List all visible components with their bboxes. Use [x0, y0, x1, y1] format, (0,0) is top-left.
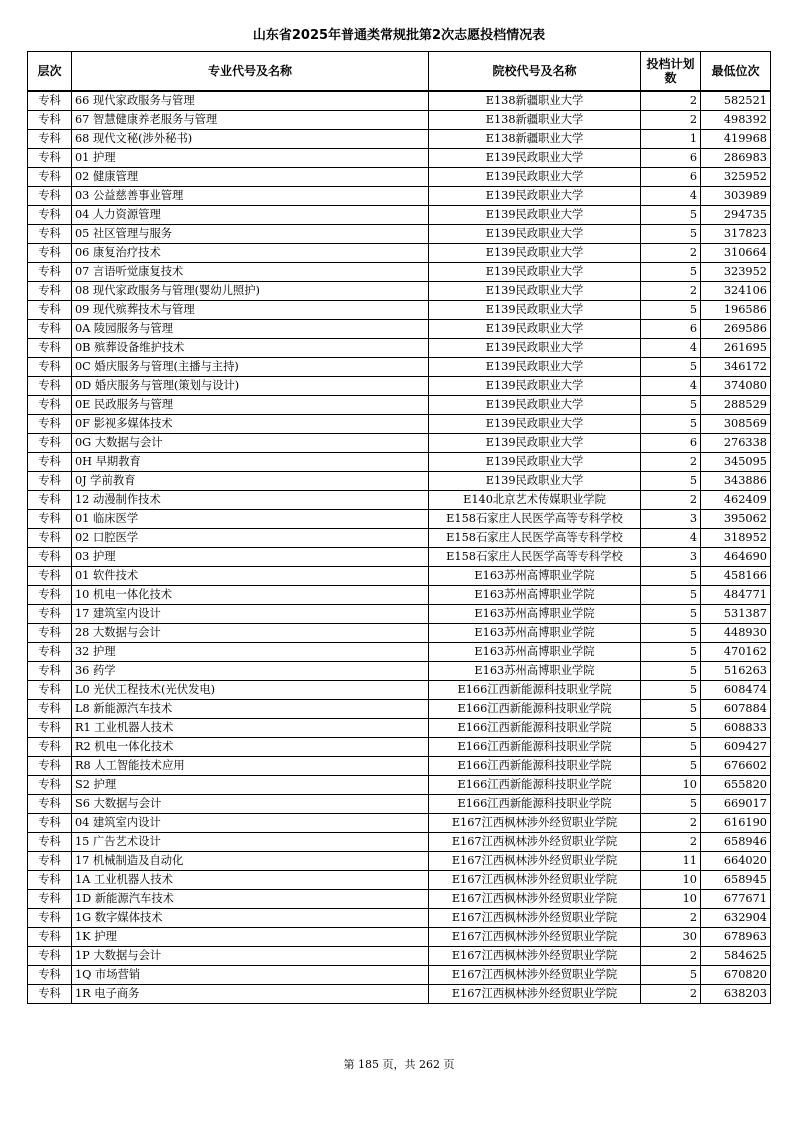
cell-plan: 1 — [641, 130, 701, 149]
cell-major: 01 护理 — [72, 149, 429, 168]
cell-school: E158石家庄人民医学高等专科学校 — [429, 548, 641, 567]
cell-school: E163苏州高博职业学院 — [429, 567, 641, 586]
cell-rank: 345095 — [701, 453, 771, 472]
cell-level: 专科 — [28, 282, 72, 301]
cell-major: 07 言语听觉康复技术 — [72, 263, 429, 282]
cell-major: 05 社区管理与服务 — [72, 225, 429, 244]
cell-level: 专科 — [28, 491, 72, 510]
cell-rank: 310664 — [701, 244, 771, 263]
cell-major: 01 临床医学 — [72, 510, 429, 529]
cell-plan: 5 — [641, 567, 701, 586]
cell-rank: 584625 — [701, 947, 771, 966]
cell-school: E139民政职业大学 — [429, 263, 641, 282]
cell-plan: 2 — [641, 111, 701, 130]
cell-rank: 664020 — [701, 852, 771, 871]
cell-rank: 294735 — [701, 206, 771, 225]
table-row — [28, 282, 771, 301]
cell-rank: 608474 — [701, 681, 771, 700]
cell-school: E139民政职业大学 — [429, 358, 641, 377]
table-row — [28, 757, 771, 776]
cell-rank: 286983 — [701, 149, 771, 168]
table-row — [28, 339, 771, 358]
cell-major: 01 软件技术 — [72, 567, 429, 586]
cell-plan: 4 — [641, 529, 701, 548]
cell-level: 专科 — [28, 757, 72, 776]
cell-major: 0F 影视多媒体技术 — [72, 415, 429, 434]
cell-school: E167江西枫林涉外经贸职业学院 — [429, 928, 641, 947]
cell-school: E138新疆职业大学 — [429, 91, 641, 111]
cell-level: 专科 — [28, 301, 72, 320]
cell-rank: 607884 — [701, 700, 771, 719]
cell-level: 专科 — [28, 681, 72, 700]
cell-level: 专科 — [28, 149, 72, 168]
cell-major: 0G 大数据与会计 — [72, 434, 429, 453]
table-row — [28, 187, 771, 206]
cell-rank: 325952 — [701, 168, 771, 187]
cell-plan: 3 — [641, 548, 701, 567]
cell-major: 04 建筑室内设计 — [72, 814, 429, 833]
cell-major: S2 护理 — [72, 776, 429, 795]
cell-major: 1G 数字媒体技术 — [72, 909, 429, 928]
table-row — [28, 928, 771, 947]
table-row — [28, 434, 771, 453]
cell-school: E158石家庄人民医学高等专科学校 — [429, 529, 641, 548]
cell-level: 专科 — [28, 510, 72, 529]
cell-plan: 2 — [641, 282, 701, 301]
cell-major: 36 药学 — [72, 662, 429, 681]
table-row — [28, 643, 771, 662]
table-row — [28, 871, 771, 890]
cell-plan: 6 — [641, 168, 701, 187]
table-row — [28, 301, 771, 320]
cell-plan: 5 — [641, 681, 701, 700]
cell-level: 专科 — [28, 643, 72, 662]
cell-school: E167江西枫林涉外经贸职业学院 — [429, 966, 641, 985]
table-row — [28, 206, 771, 225]
cell-major: 12 动漫制作技术 — [72, 491, 429, 510]
cell-school: E163苏州高博职业学院 — [429, 624, 641, 643]
cell-major: 04 人力资源管理 — [72, 206, 429, 225]
table-row — [28, 700, 771, 719]
cell-plan: 5 — [641, 225, 701, 244]
table-row — [28, 890, 771, 909]
cell-plan: 10 — [641, 871, 701, 890]
cell-plan: 5 — [641, 263, 701, 282]
cell-rank: 658946 — [701, 833, 771, 852]
cell-rank: 616190 — [701, 814, 771, 833]
cell-rank: 632904 — [701, 909, 771, 928]
table-row — [28, 776, 771, 795]
cell-major: 28 大数据与会计 — [72, 624, 429, 643]
cell-major: 0A 陵园服务与管理 — [72, 320, 429, 339]
cell-level: 专科 — [28, 928, 72, 947]
cell-major: 66 现代家政服务与管理 — [72, 91, 429, 111]
cell-level: 专科 — [28, 206, 72, 225]
table-row — [28, 453, 771, 472]
cell-plan: 5 — [641, 966, 701, 985]
cell-major: 1A 工业机器人技术 — [72, 871, 429, 890]
cell-rank: 323952 — [701, 263, 771, 282]
table-row — [28, 548, 771, 567]
table-row — [28, 966, 771, 985]
cell-level: 专科 — [28, 187, 72, 206]
cell-school: E139民政职业大学 — [429, 453, 641, 472]
cell-rank: 608833 — [701, 719, 771, 738]
cell-rank: 324106 — [701, 282, 771, 301]
table-row — [28, 320, 771, 339]
cell-rank: 374080 — [701, 377, 771, 396]
cell-school: E139民政职业大学 — [429, 339, 641, 358]
cell-plan: 6 — [641, 149, 701, 168]
cell-major: 1Q 市场营销 — [72, 966, 429, 985]
cell-major: 68 现代文秘(涉外秘书) — [72, 130, 429, 149]
cell-school: E138新疆职业大学 — [429, 111, 641, 130]
cell-plan: 5 — [641, 472, 701, 491]
cell-level: 专科 — [28, 453, 72, 472]
cell-major: 02 健康管理 — [72, 168, 429, 187]
table-row — [28, 947, 771, 966]
cell-rank: 261695 — [701, 339, 771, 358]
cell-rank: 317823 — [701, 225, 771, 244]
cell-school: E166江西新能源科技职业学院 — [429, 719, 641, 738]
cell-plan: 4 — [641, 377, 701, 396]
cell-school: E166江西新能源科技职业学院 — [429, 738, 641, 757]
cell-level: 专科 — [28, 738, 72, 757]
cell-level: 专科 — [28, 985, 72, 1004]
cell-level: 专科 — [28, 434, 72, 453]
cell-level: 专科 — [28, 852, 72, 871]
admission-table — [27, 51, 771, 1004]
cell-level: 专科 — [28, 814, 72, 833]
cell-plan: 5 — [641, 415, 701, 434]
cell-major: 09 现代殡葬技术与管理 — [72, 301, 429, 320]
cell-plan: 2 — [641, 985, 701, 1004]
table-row — [28, 91, 771, 111]
cell-plan: 6 — [641, 320, 701, 339]
cell-school: E166江西新能源科技职业学院 — [429, 795, 641, 814]
cell-major: 1D 新能源汽车技术 — [72, 890, 429, 909]
cell-rank: 462409 — [701, 491, 771, 510]
cell-level: 专科 — [28, 776, 72, 795]
cell-rank: 288529 — [701, 396, 771, 415]
cell-school: E140北京艺术传媒职业学院 — [429, 491, 641, 510]
cell-major: 0B 殡葬设备维护技术 — [72, 339, 429, 358]
cell-rank: 498392 — [701, 111, 771, 130]
cell-major: 02 口腔医学 — [72, 529, 429, 548]
cell-level: 专科 — [28, 168, 72, 187]
cell-school: E139民政职业大学 — [429, 301, 641, 320]
cell-rank: 318952 — [701, 529, 771, 548]
cell-level: 专科 — [28, 244, 72, 263]
cell-school: E139民政职业大学 — [429, 434, 641, 453]
cell-level: 专科 — [28, 91, 72, 111]
table-row — [28, 605, 771, 624]
cell-school: E166江西新能源科技职业学院 — [429, 776, 641, 795]
cell-school: E139民政职业大学 — [429, 472, 641, 491]
cell-plan: 5 — [641, 700, 701, 719]
cell-plan: 5 — [641, 643, 701, 662]
cell-rank: 196586 — [701, 301, 771, 320]
cell-school: E167江西枫林涉外经贸职业学院 — [429, 985, 641, 1004]
cell-school: E138新疆职业大学 — [429, 130, 641, 149]
cell-major: 1P 大数据与会计 — [72, 947, 429, 966]
cell-plan: 5 — [641, 301, 701, 320]
cell-level: 专科 — [28, 263, 72, 282]
cell-major: R2 机电一体化技术 — [72, 738, 429, 757]
cell-school: E139民政职业大学 — [429, 282, 641, 301]
cell-level: 专科 — [28, 529, 72, 548]
table-row — [28, 681, 771, 700]
cell-plan: 5 — [641, 738, 701, 757]
cell-level: 专科 — [28, 833, 72, 852]
cell-level: 专科 — [28, 567, 72, 586]
cell-rank: 531387 — [701, 605, 771, 624]
table-row — [28, 795, 771, 814]
cell-major: 67 智慧健康养老服务与管理 — [72, 111, 429, 130]
cell-level: 专科 — [28, 472, 72, 491]
cell-rank: 677671 — [701, 890, 771, 909]
table-row — [28, 510, 771, 529]
cell-school: E166江西新能源科技职业学院 — [429, 681, 641, 700]
cell-rank: 484771 — [701, 586, 771, 605]
table-row — [28, 111, 771, 130]
cell-plan: 10 — [641, 776, 701, 795]
header-school: 院校代号及名称 — [429, 52, 641, 92]
cell-plan: 5 — [641, 206, 701, 225]
cell-school: E167江西枫林涉外经贸职业学院 — [429, 947, 641, 966]
header-level: 层次 — [28, 52, 72, 92]
cell-school: E166江西新能源科技职业学院 — [429, 757, 641, 776]
cell-major: 03 公益慈善事业管理 — [72, 187, 429, 206]
cell-rank: 458166 — [701, 567, 771, 586]
cell-major: 06 康复治疗技术 — [72, 244, 429, 263]
page-title: 山东省2025年普通类常规批第2次志愿投档情况表 — [252, 28, 546, 43]
cell-level: 专科 — [28, 624, 72, 643]
table-header-row — [28, 52, 771, 92]
table-row — [28, 624, 771, 643]
cell-rank: 448930 — [701, 624, 771, 643]
cell-rank: 655820 — [701, 776, 771, 795]
cell-plan: 5 — [641, 358, 701, 377]
cell-school: E167江西枫林涉外经贸职业学院 — [429, 871, 641, 890]
cell-plan: 5 — [641, 396, 701, 415]
cell-plan: 5 — [641, 757, 701, 776]
cell-level: 专科 — [28, 415, 72, 434]
cell-plan: 4 — [641, 339, 701, 358]
cell-level: 专科 — [28, 111, 72, 130]
cell-major: 10 机电一体化技术 — [72, 586, 429, 605]
cell-level: 专科 — [28, 909, 72, 928]
cell-major: 17 建筑室内设计 — [72, 605, 429, 624]
table-row — [28, 833, 771, 852]
cell-level: 专科 — [28, 377, 72, 396]
cell-school: E139民政职业大学 — [429, 377, 641, 396]
cell-rank: 303989 — [701, 187, 771, 206]
cell-rank: 419968 — [701, 130, 771, 149]
cell-level: 专科 — [28, 871, 72, 890]
table-row — [28, 130, 771, 149]
header-plan: 投档计划数 — [641, 52, 701, 92]
cell-level: 专科 — [28, 130, 72, 149]
cell-school: E163苏州高博职业学院 — [429, 586, 641, 605]
cell-plan: 2 — [641, 491, 701, 510]
table-row — [28, 263, 771, 282]
cell-major: 0J 学前教育 — [72, 472, 429, 491]
cell-level: 专科 — [28, 586, 72, 605]
cell-school: E139民政职业大学 — [429, 187, 641, 206]
cell-rank: 269586 — [701, 320, 771, 339]
cell-plan: 2 — [641, 909, 701, 928]
cell-school: E166江西新能源科技职业学院 — [429, 700, 641, 719]
cell-major: 15 广告艺术设计 — [72, 833, 429, 852]
cell-plan: 30 — [641, 928, 701, 947]
cell-rank: 670820 — [701, 966, 771, 985]
cell-rank: 609427 — [701, 738, 771, 757]
cell-school: E167江西枫林涉外经贸职业学院 — [429, 890, 641, 909]
table-row — [28, 149, 771, 168]
cell-major: 08 现代家政服务与管理(婴幼儿照护) — [72, 282, 429, 301]
cell-plan: 4 — [641, 187, 701, 206]
cell-major: 0H 早期教育 — [72, 453, 429, 472]
table-row — [28, 662, 771, 681]
cell-plan: 5 — [641, 719, 701, 738]
cell-level: 专科 — [28, 548, 72, 567]
cell-level: 专科 — [28, 719, 72, 738]
cell-school: E163苏州高博职业学院 — [429, 605, 641, 624]
cell-school: E139民政职业大学 — [429, 396, 641, 415]
page-footer: 第 185 页，共 262 页 — [343, 1058, 455, 1071]
cell-school: E139民政职业大学 — [429, 415, 641, 434]
cell-rank: 346172 — [701, 358, 771, 377]
cell-school: E139民政职业大学 — [429, 168, 641, 187]
cell-rank: 470162 — [701, 643, 771, 662]
cell-plan: 6 — [641, 434, 701, 453]
header-major: 专业代号及名称 — [72, 52, 429, 92]
cell-rank: 582521 — [701, 91, 771, 111]
cell-major: 0D 婚庆服务与管理(策划与设计) — [72, 377, 429, 396]
cell-level: 专科 — [28, 358, 72, 377]
cell-rank: 308569 — [701, 415, 771, 434]
cell-level: 专科 — [28, 225, 72, 244]
cell-school: E167江西枫林涉外经贸职业学院 — [429, 909, 641, 928]
cell-level: 专科 — [28, 947, 72, 966]
cell-plan: 2 — [641, 244, 701, 263]
table-row — [28, 985, 771, 1004]
cell-major: L0 光伏工程技术(光伏发电) — [72, 681, 429, 700]
cell-level: 专科 — [28, 396, 72, 415]
cell-level: 专科 — [28, 890, 72, 909]
table-row — [28, 529, 771, 548]
cell-rank: 669017 — [701, 795, 771, 814]
cell-plan: 2 — [641, 814, 701, 833]
cell-school: E163苏州高博职业学院 — [429, 662, 641, 681]
table-row — [28, 738, 771, 757]
cell-level: 专科 — [28, 700, 72, 719]
cell-school: E139民政职业大学 — [429, 244, 641, 263]
cell-major: 32 护理 — [72, 643, 429, 662]
cell-level: 专科 — [28, 339, 72, 358]
cell-school: E158石家庄人民医学高等专科学校 — [429, 510, 641, 529]
cell-school: E167江西枫林涉外经贸职业学院 — [429, 833, 641, 852]
cell-plan: 5 — [641, 586, 701, 605]
cell-level: 专科 — [28, 662, 72, 681]
cell-plan: 3 — [641, 510, 701, 529]
cell-major: 1R 电子商务 — [72, 985, 429, 1004]
cell-plan: 5 — [641, 795, 701, 814]
table-row — [28, 909, 771, 928]
cell-major: 17 机械制造及自动化 — [72, 852, 429, 871]
cell-major: R8 人工智能技术应用 — [72, 757, 429, 776]
table-row — [28, 358, 771, 377]
table-row — [28, 415, 771, 434]
table-row — [28, 377, 771, 396]
table-row — [28, 852, 771, 871]
table-row — [28, 396, 771, 415]
table-row — [28, 168, 771, 187]
table-row — [28, 814, 771, 833]
cell-plan: 10 — [641, 890, 701, 909]
table-row — [28, 719, 771, 738]
table-row — [28, 244, 771, 263]
cell-major: 03 护理 — [72, 548, 429, 567]
cell-rank: 395062 — [701, 510, 771, 529]
cell-school: E139民政职业大学 — [429, 206, 641, 225]
table-row — [28, 472, 771, 491]
cell-plan: 5 — [641, 605, 701, 624]
cell-plan: 5 — [641, 662, 701, 681]
table-row — [28, 491, 771, 510]
cell-rank: 678963 — [701, 928, 771, 947]
cell-level: 专科 — [28, 605, 72, 624]
cell-plan: 11 — [641, 852, 701, 871]
cell-rank: 658945 — [701, 871, 771, 890]
cell-school: E167江西枫林涉外经贸职业学院 — [429, 852, 641, 871]
cell-major: L8 新能源汽车技术 — [72, 700, 429, 719]
cell-rank: 343886 — [701, 472, 771, 491]
header-rank: 最低位次 — [701, 52, 771, 92]
cell-major: R1 工业机器人技术 — [72, 719, 429, 738]
cell-level: 专科 — [28, 966, 72, 985]
cell-school: E139民政职业大学 — [429, 320, 641, 339]
cell-plan: 5 — [641, 624, 701, 643]
cell-school: E167江西枫林涉外经贸职业学院 — [429, 814, 641, 833]
cell-rank: 638203 — [701, 985, 771, 1004]
cell-rank: 516263 — [701, 662, 771, 681]
cell-plan: 2 — [641, 947, 701, 966]
cell-school: E163苏州高博职业学院 — [429, 643, 641, 662]
cell-major: 1K 护理 — [72, 928, 429, 947]
table-row — [28, 567, 771, 586]
cell-plan: 2 — [641, 453, 701, 472]
cell-level: 专科 — [28, 795, 72, 814]
table-row — [28, 586, 771, 605]
cell-plan: 2 — [641, 91, 701, 111]
cell-major: 0E 民政服务与管理 — [72, 396, 429, 415]
cell-rank: 676602 — [701, 757, 771, 776]
cell-school: E139民政职业大学 — [429, 225, 641, 244]
cell-level: 专科 — [28, 320, 72, 339]
cell-rank: 464690 — [701, 548, 771, 567]
cell-major: 0C 婚庆服务与管理(主播与主持) — [72, 358, 429, 377]
table-row — [28, 225, 771, 244]
table-body — [28, 91, 771, 1004]
cell-rank: 276338 — [701, 434, 771, 453]
cell-school: E139民政职业大学 — [429, 149, 641, 168]
cell-major: S6 大数据与会计 — [72, 795, 429, 814]
cell-plan: 2 — [641, 833, 701, 852]
